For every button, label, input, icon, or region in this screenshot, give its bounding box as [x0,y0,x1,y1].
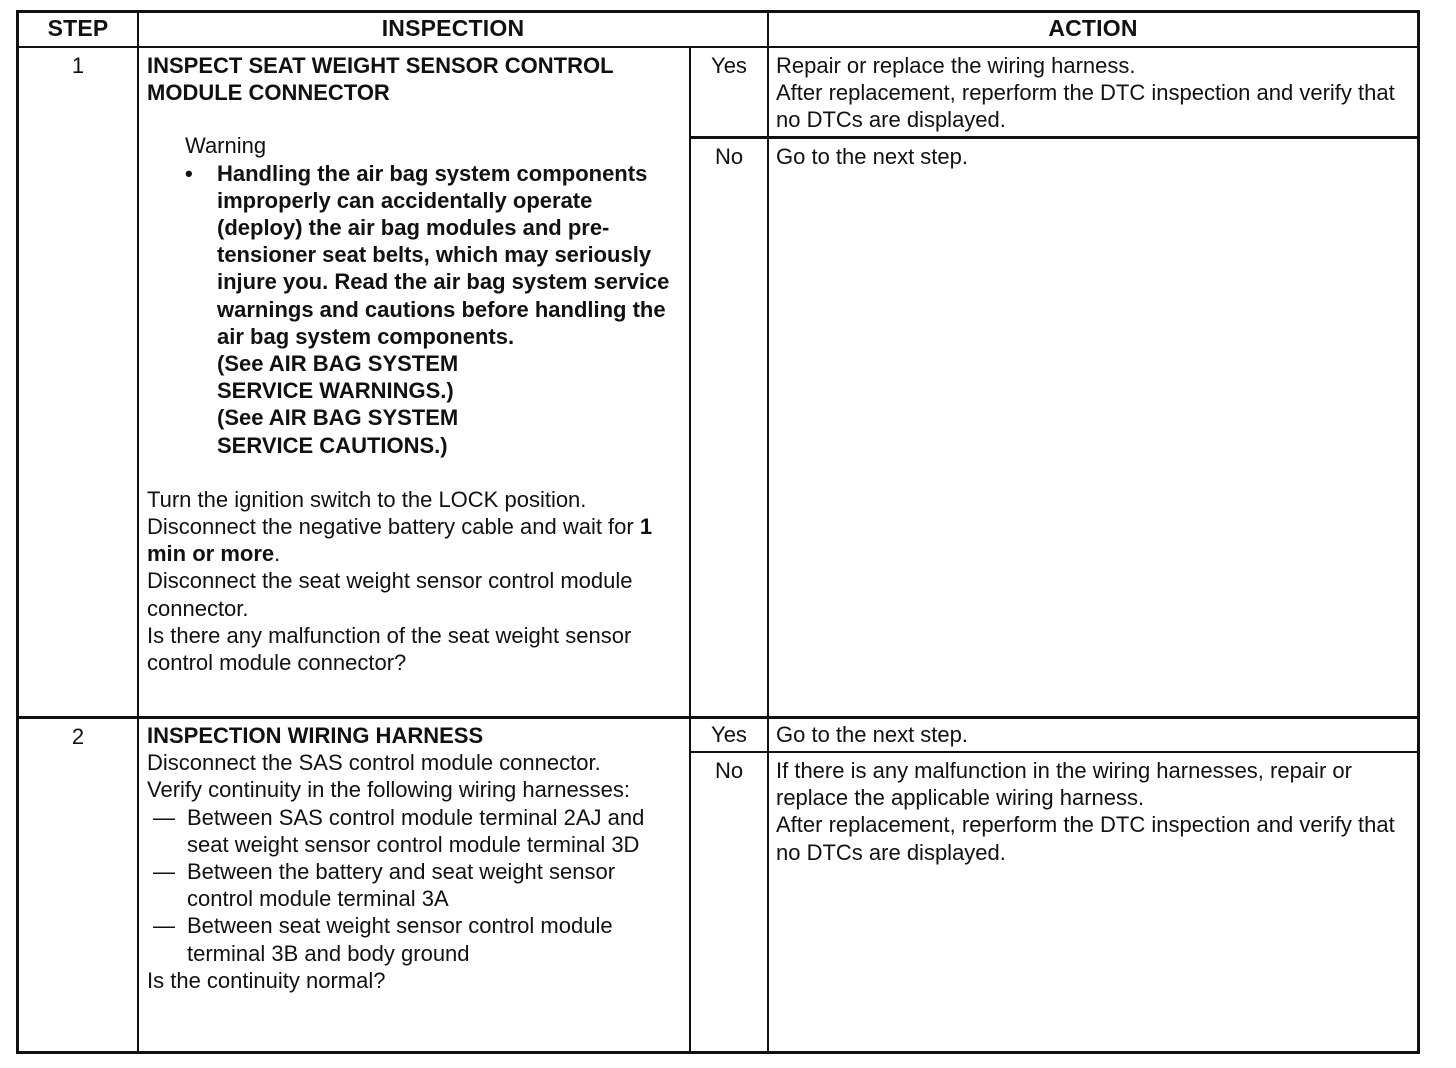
step-1-instruction-3: Disconnect the seat weight sensor control module connector. [147,568,633,621]
step-2-yes-action [767,716,1417,751]
step-2-inspection [137,716,689,1051]
step-1-inspection [137,46,689,716]
step-2-title: INSPECTION WIRING HARNESS [147,723,484,748]
step-2-yes-label: Yes [711,722,747,747]
header-inspection [137,13,767,46]
dash-icon: — [153,859,175,885]
header-step-label: STEP [47,15,109,41]
bullet-icon: • [185,160,193,186]
step-1-warning-text: Handling the air bag system components improperly can accidentally operate (deploy) the air bag modules and pre-tensioner seat belts, which may seriously injure you. Read the air bag system service warnings and cautions before handling the air bag system components. [217,160,670,349]
step-1-yes [689,46,767,136]
step-1-no-action [767,136,1417,716]
step-2-yes [689,716,767,751]
step-1-no-label: No [714,144,744,169]
step-2-item [153,858,679,912]
step-1-number-label: 1 [71,53,85,78]
step-2-no-label: No [714,758,744,783]
step-2-item-text: Between SAS control module terminal 2AJ and seat weight sensor control module terminal 3D [187,804,645,857]
step-1-see-cautions-1: (See AIR BAG SYSTEM [217,405,459,431]
step-2-number [19,716,137,1051]
step-1-see-warnings-1: (See AIR BAG SYSTEM [217,351,459,377]
step-1-no-action-text: Go to the next step. [776,144,969,169]
step-1-yes-label: Yes [711,53,747,78]
step-2-item [153,804,679,858]
step-1-instruction-2-post: . [274,541,281,567]
step-2-yes-action-text: Go to the next step. [776,722,969,747]
step-2-item [153,912,679,966]
step-1-see-warnings-2: SERVICE WARNINGS.) [217,378,454,404]
step-2-instruction-1: Disconnect the SAS control module connector. [147,750,601,776]
step-2-no-action [767,751,1417,1051]
step-2-instruction-2: Verify continuity in the following wiring harnesses: [147,777,631,803]
step-1-instruction-2-pre: Disconnect the negative battery cable and wait for [147,514,640,540]
step-2-item-text: Between seat weight sensor control module terminal 3B and body ground [187,913,613,966]
step-1-instruction-2 [147,513,679,567]
inspection-table [16,10,1420,1054]
step-1-question: Is there any malfunction of the seat weight sensor control module connector? [147,622,632,676]
dash-icon: — [153,804,175,830]
step-1-number [19,46,137,716]
step-2-no [689,751,767,1051]
step-1-yes-action-2: After replacement, reperform the DTC inspection and verify that no DTCs are displayed. [776,80,1395,133]
step-1-see-cautions-2: SERVICE CAUTIONS.) [217,432,448,458]
step-2-no-action-2: After replacement, reperform the DTC inspection and verify that no DTCs are displayed. [776,812,1395,865]
step-1-instruction-2-bold: 1 min or more [147,514,653,567]
step-2-question: Is the continuity normal? [147,967,386,993]
step-2-item-text: Between the battery and seat weight sensor control module terminal 3A [187,859,616,912]
step-1-no [689,136,767,716]
step-2-no-action-1: If there is any malfunction in the wiring harnesses, repair or replace the applicable wiring harness. [776,758,1352,811]
dash-icon: — [153,913,175,939]
step-1-title: INSPECT SEAT WEIGHT SENSOR CONTROL MODULE CONNECTOR [147,53,614,106]
step-2-number-label: 2 [71,724,85,749]
header-step [19,13,137,46]
step-1-warning-item [185,160,679,459]
step-1-yes-action [767,46,1417,136]
step-1-yes-action-1: Repair or replace the wiring harness. [776,53,1136,78]
header-action-label: ACTION [1048,15,1138,41]
header-action [767,13,1417,46]
step-1-warning [147,132,679,458]
header-inspection-label: INSPECTION [381,15,525,41]
step-1-instruction-1: Turn the ignition switch to the LOCK position. [147,486,587,512]
step-1-warning-label: Warning [185,133,267,159]
